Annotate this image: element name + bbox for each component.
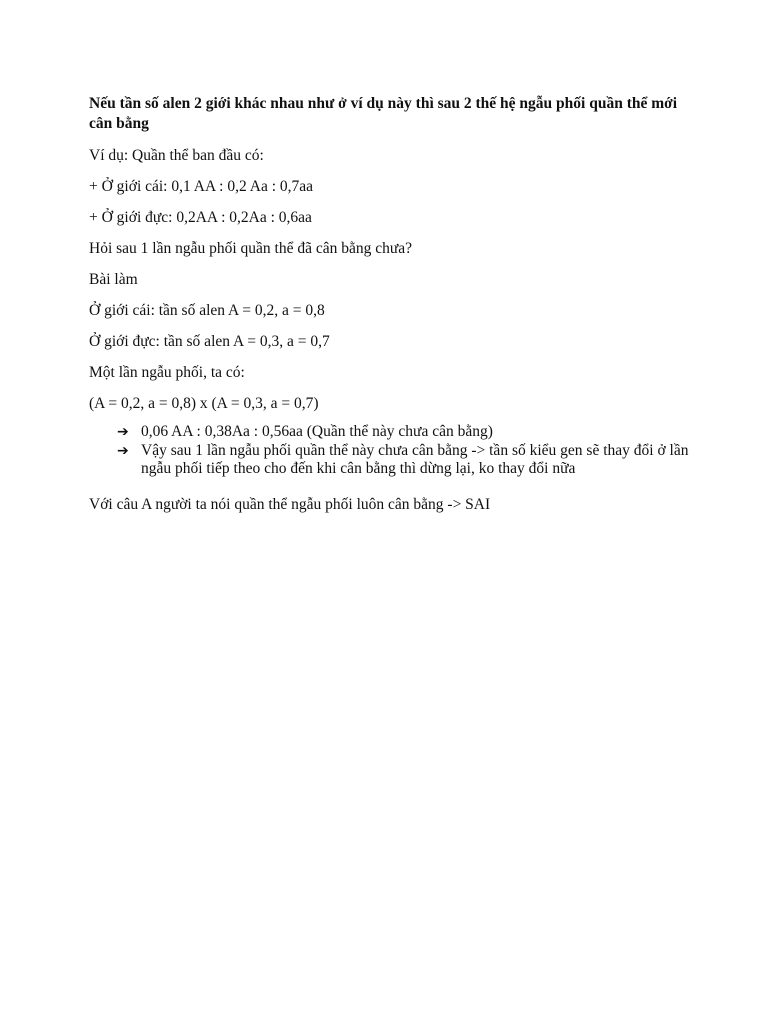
female-genotypes: + Ở giới cái: 0,1 AA : 0,2 Aa : 0,7aa bbox=[89, 178, 314, 195]
solution-heading: Bài làm bbox=[89, 271, 138, 288]
right-arrow-icon: ➔ bbox=[117, 442, 129, 459]
list-item bbox=[117, 423, 689, 442]
female-allele-frequency: Ở giới cái: tần số alen A = 0,2, a = 0,8 bbox=[89, 302, 325, 319]
result-explanation: Vậy sau 1 lần ngẫu phối quần thể này chưa cân bằng -> tần số kiểu gen sẽ thay đổi ở lần ngẫu phối tiếp theo cho đến khi cân bằng thì dừng lại, ko thay đổi nữa bbox=[141, 441, 689, 477]
question: Hỏi sau 1 lần ngẫu phối quần thể đã cân bằng chưa? bbox=[89, 240, 413, 257]
document-title: Nếu tần số alen 2 giới khác nhau như ở ví dụ này thì sau 2 thế hệ ngẫu phối quần thể mới cân bằng bbox=[89, 95, 678, 132]
male-allele-frequency: Ở giới đực: tần số alen A = 0,3, a = 0,7 bbox=[89, 333, 330, 350]
random-mating-intro: Một lần ngẫu phối, ta có: bbox=[89, 364, 245, 381]
conclusion: Với câu A người ta nói quần thể ngẫu phối luôn cân bằng -> SAI bbox=[89, 495, 491, 513]
result-list bbox=[117, 423, 689, 479]
document-page bbox=[89, 94, 689, 526]
result-genotype-frequency: 0,06 AA : 0,38Aa : 0,56aa (Quần thể này chưa cân bằng) bbox=[141, 423, 493, 440]
cross-expression: (A = 0,2, a = 0,8) x (A = 0,3, a = 0,7) bbox=[89, 395, 319, 412]
right-arrow-icon: ➔ bbox=[117, 424, 129, 440]
example-intro: Ví dụ: Quần thể ban đầu có: bbox=[89, 147, 264, 164]
list-item bbox=[117, 442, 689, 479]
male-genotypes: + Ở giới đực: 0,2AA : 0,2Aa : 0,6aa bbox=[89, 209, 312, 226]
